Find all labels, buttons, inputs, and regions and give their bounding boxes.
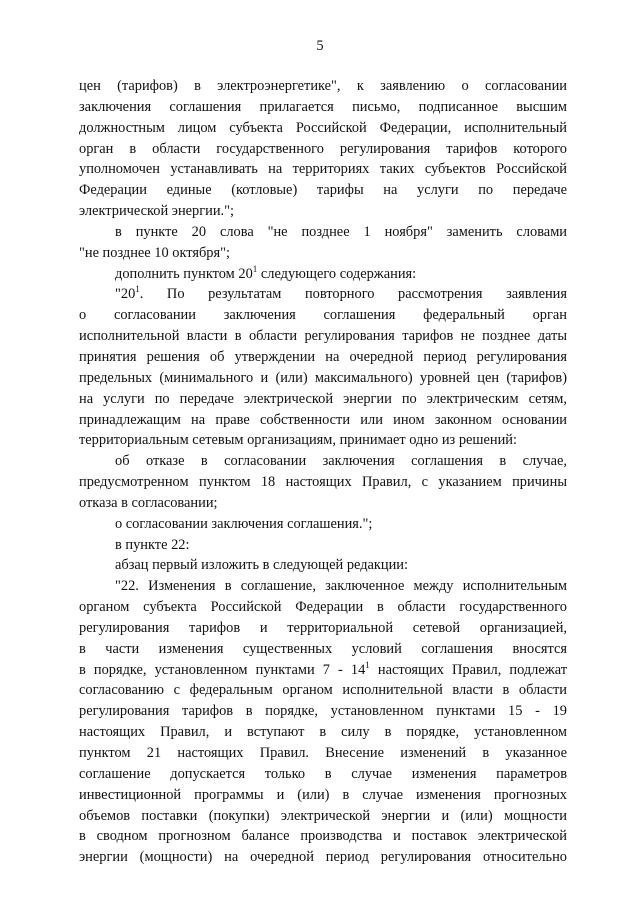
text-line: объемов поставки (покупки) электрической энергии и (или) мощности <box>79 807 567 824</box>
text-line: принятия решения об утверждении на очередной период регулирования <box>79 348 567 365</box>
text-line: энергии (мощности) на очередной период регулирования относительно <box>79 849 567 866</box>
text-line: об отказе в согласовании заключения соглашения в случае, <box>115 453 567 470</box>
text-line: "не позднее 10 октября"; <box>79 244 230 261</box>
text-line: Федерации единые (котловые) тарифы на услуги по передаче <box>79 182 567 199</box>
text-line: предельных (минимального и (или) максимального) уровней цен (тарифов) <box>79 369 567 386</box>
text-line: заключения соглашения прилагается письмо, подписанное высшим <box>79 98 567 115</box>
document-body <box>79 76 567 868</box>
text-line: органом субъекта Российской Федерации в области государственного <box>79 599 567 616</box>
text-line: соглашение допускается только в случае изменения параметров <box>79 765 567 782</box>
text-line: регулирования тарифов и территориальной сетевой организацией, <box>79 619 567 636</box>
text-line: на услуги по передаче электрической энергии по электрическим сетям, <box>79 390 567 407</box>
text-line: в порядке, установленном пунктами $7 - 14^1$ настоящих Правил, подлежат <box>79 659 567 678</box>
text-line: в пункте 22: <box>115 536 190 553</box>
text-line: предусмотренном пунктом 18 настоящих Правил, с указанием причины <box>79 474 567 491</box>
text-line: настоящих Правил, и вступают в силу в порядке, установленном <box>79 724 567 741</box>
text-line: исполнительной власти в области регулирования тарифов не позднее даты <box>79 328 567 345</box>
text-line: инвестиционной программы и (или) в случае изменения прогнозных <box>79 786 567 803</box>
text-line: о согласовании заключения соглашения."; <box>115 515 373 532</box>
text-line: должностным лицом субъекта Российской Федерации, исполнительный <box>79 119 567 136</box>
text-line: "$20^1$. По результатам повторного рассмотрения заявления <box>115 284 567 303</box>
text-line: дополнить пунктом $20^1$ следующего содержания: <box>115 263 417 282</box>
text-line: в части изменения существенных условий соглашения вносятся <box>79 640 567 657</box>
text-line: о согласовании заключения соглашения федеральный орган <box>79 307 567 324</box>
text-line: пунктом 21 настоящих Правил. Внесение изменений в указанное <box>79 745 567 761</box>
text-line: абзац первый изложить в следующей редакции: <box>115 557 409 574</box>
text-line: электрической энергии."; <box>79 203 235 220</box>
text-line: согласованию с федеральным органом исполнительной власти в области <box>79 682 567 699</box>
text-line: орган в области государственного регулирования тарифов которого <box>79 140 567 157</box>
text-line: уполномочен устанавливать на территориях таких субъектов Российской <box>79 161 567 178</box>
page-number: 5 <box>316 38 324 54</box>
text-line: в сводном прогнозном балансе производства и поставок электрической <box>79 828 567 845</box>
text-line: принадлежащим на праве собственности или ином законном основании <box>79 411 567 428</box>
text-line: отказа в согласовании; <box>79 494 218 511</box>
text-line: регулирования тарифов в порядке, установленном пунктами 15 - 19 <box>79 703 567 720</box>
text-line: "22. Изменения в соглашение, заключенное между исполнительным <box>115 578 567 595</box>
text-line: в пункте 20 слова "не позднее 1 ноября" заменить словами <box>115 223 567 240</box>
text-line: территориальным сетевым организациям, принимает одно из решений: <box>79 432 517 449</box>
text-line: цен (тарифов) в электроэнергетике", к заявлению о согласовании <box>79 78 567 94</box>
